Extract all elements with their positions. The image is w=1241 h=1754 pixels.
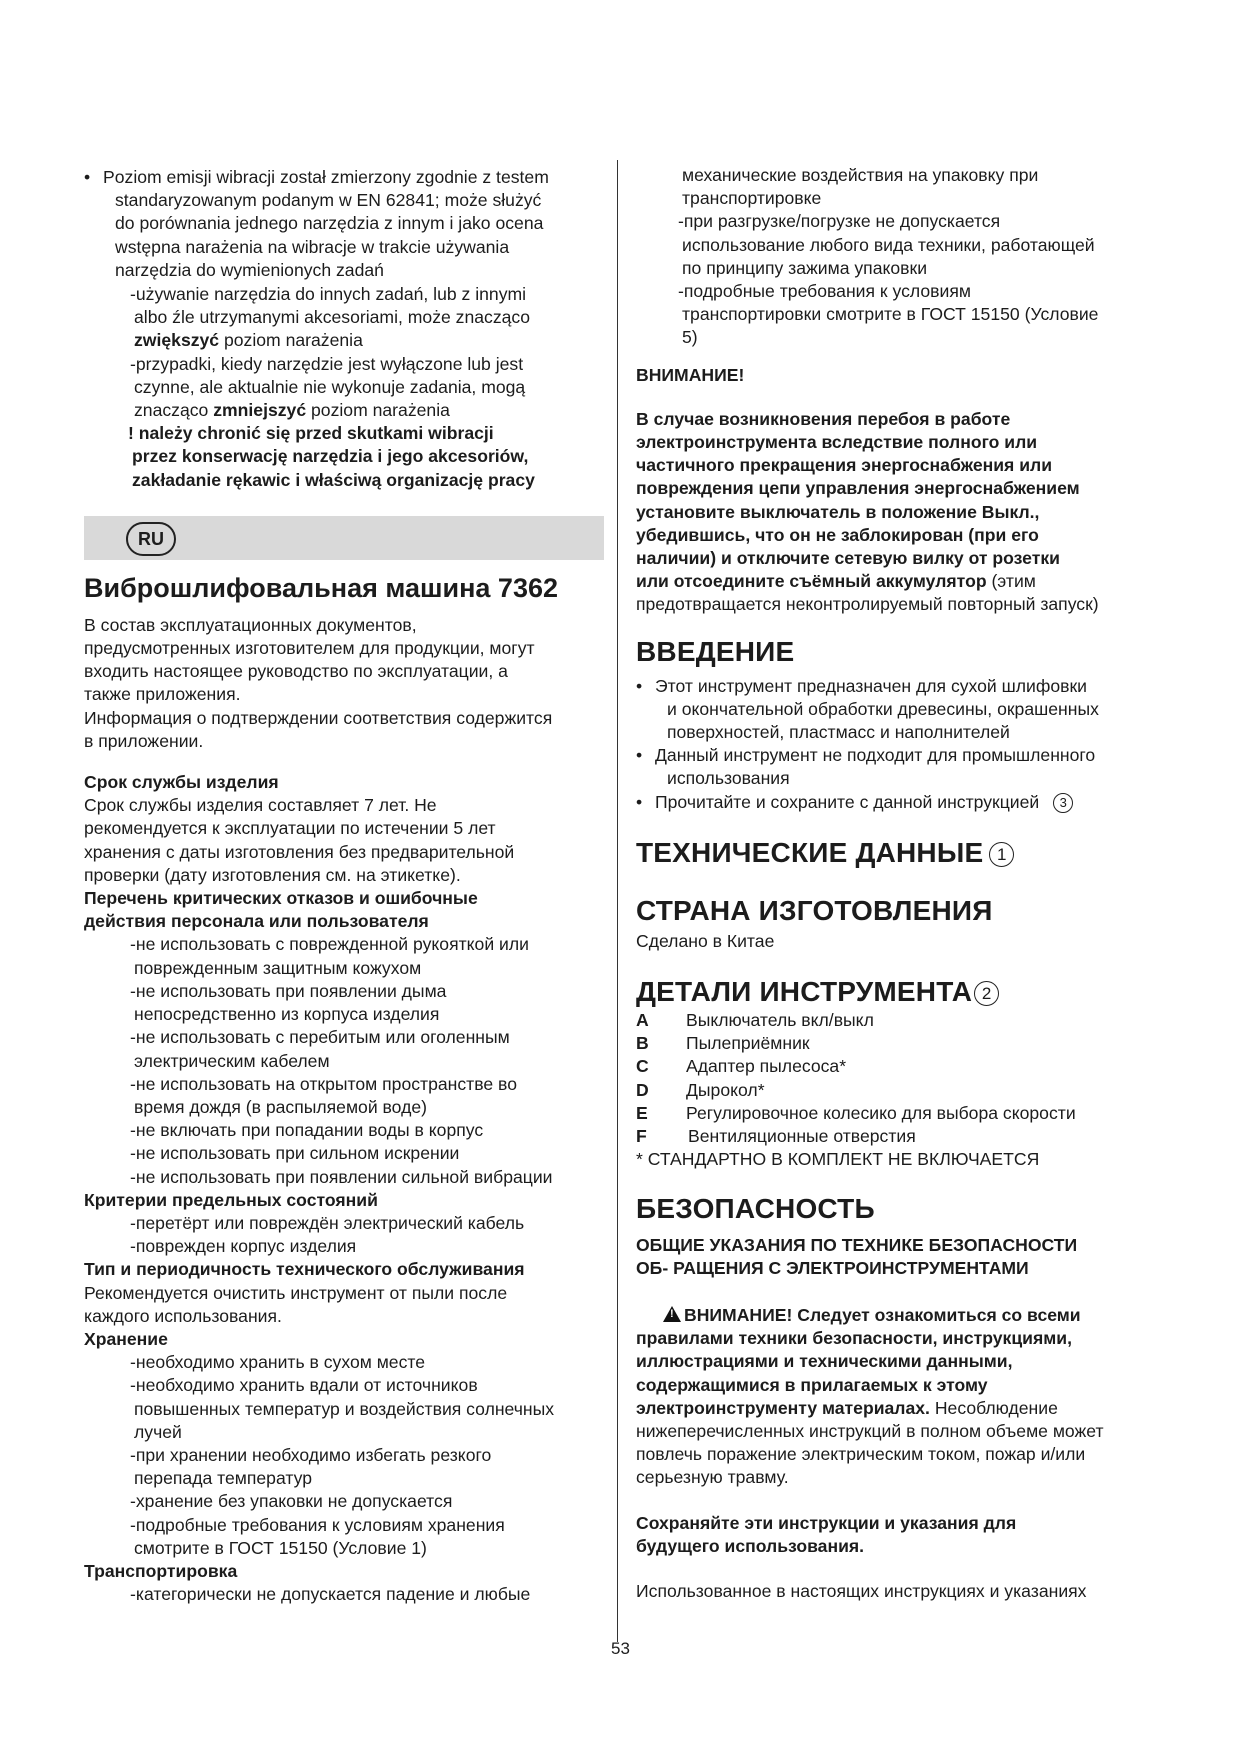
failures-heading: Перечень критических отказов и ошибочные действия персонала или пользователя [84, 888, 478, 932]
safety-subheading: ОБЩИЕ УКАЗАНИЯ ПО ТЕХНИКЕ БЕЗОПАСНОСТИ ОБ- РАЩЕНИЯ С ЭЛЕКТРОИНСТРУМЕНТАМИ [636, 1234, 1078, 1278]
pl-bullet-line: standaryzowanym podanym w EN 62841; może służyć [115, 190, 542, 211]
column-divider [617, 160, 618, 1642]
limits-list [84, 1212, 604, 1258]
pl-dash-increase: -używanie narzędzia do innych zadań, lub z innymi albo źle utrzymanymi akcesoriami, może znacząco zwiększyć poziom narażenia [130, 284, 531, 351]
list-item: -подробные требования к условиям транспортировки смотрите в ГОСТ 15150 (Условие 5) [678, 281, 1099, 348]
right-column [636, 164, 1166, 1603]
parts-list [636, 1009, 1166, 1171]
pl-vibration-bullet: • Poziom emisji wibracji został zmierzony zgodnie z testem standaryzowanym podanym w EN 62841; może służyć do porównania jednego narzędzia z innym i jako ocena wstępna narażenia na wibracje w trakcie używania narzędzia do wymienionych zadań [84, 166, 604, 282]
pl-bullet-line: narzędzia do wymienionych zadań [115, 259, 384, 280]
list-item: D Дырокол* [636, 1079, 765, 1100]
list-item: -не использовать при появлении дыма непосредственно из корпуса изделия [130, 980, 447, 1025]
intro-heading: ВВЕДЕНИЕ [636, 635, 795, 667]
list-item: -не использовать при сильном искрении [130, 1143, 460, 1164]
list-item: B Пылеприёмник [636, 1033, 810, 1054]
country-heading: СТРАНА ИЗГОТОВЛЕНИЯ [636, 894, 993, 926]
maintenance-heading: Тип и периодичность технического обслуживания [84, 1259, 525, 1280]
intro-paragraph: В состав эксплуатационных документов, предусмотренных изготовителем для продукции, могут входить настоящее руководство по эксплуатации, а также приложения. Информация о подтверждении соответствия содержится в приложении. [84, 614, 553, 751]
product-title: Виброшлифовальная машина 7362 [84, 572, 558, 603]
safety-warning: !ВНИМАНИЕ! Следует ознакомиться со всеми правилами техники безопасности, инструкциями, иллюстрациями и техническими данными, содержащимися в прилагаемых к этому электроинструменту материалах. Несоблюдение нижеперечисленных инструкций в полном объеме может повлечь поражение электрическим током, пожар и/или серьезную травму. [636, 1304, 1166, 1490]
limits-heading: Критерии предельных состояний [84, 1189, 378, 1210]
pl-bullet-line: do porównania jednego narzędzia z innym i jako ocena [115, 213, 544, 234]
last-line: Использованное в настоящих инструкциях и указаниях [636, 1580, 1087, 1601]
list-item: -не использовать с поврежденной рукояткой или поврежденным защитным кожухом [130, 934, 529, 978]
figure-ref-icon: 3 [1053, 793, 1073, 813]
warning-icon [663, 1306, 681, 1322]
list-item: -не использовать при появлении сильной вибрации [130, 1166, 553, 1187]
list-item: -перетёрт или повреждён электрический кабель [130, 1212, 525, 1233]
pl-dash-decrease: -przypadki, kiedy narzędzie jest wyłączone lub jest czynne, ale aktualnie nie wykonuje zadania, mogą znacząco zmniejszyć poziom narażenia [130, 353, 526, 421]
transport-continued [636, 164, 1166, 350]
language-band [84, 516, 604, 560]
list-item: -при хранении необходимо избегать резкого перепада температур [130, 1444, 492, 1489]
figure-ref-icon: 1 [989, 842, 1014, 867]
service-life-heading: Срок службы изделия [84, 772, 279, 793]
attention-label: ВНИМАНИЕ! [636, 364, 745, 385]
keep-instructions: Сохраняйте эти инструкции и указания для будущего использования. [636, 1512, 1017, 1556]
pl-bullet-line: wstępna narażenia na wibracje w trakcie używania [115, 236, 510, 257]
storage-heading: Хранение [84, 1328, 168, 1349]
pl-warning: ! należy chronić się przed skutkami wibracji przez konserwację narzędzia i jego akcesoriów, zakładanie rękawic i właściwą organizację pracy [128, 423, 535, 490]
intro-bullets [636, 675, 1166, 814]
storage-list [84, 1351, 604, 1560]
page-number: 53 [611, 1639, 630, 1658]
transport-heading: Транспортировка [84, 1560, 238, 1581]
list-item: C Адаптер пылесоса* [636, 1056, 847, 1077]
list-item: -не использовать с перебитым или оголенным электрическим кабелем [130, 1027, 510, 1071]
country-text: Сделано в Китае [636, 930, 775, 951]
list-item: A Выключатель вкл/выкл [636, 1010, 874, 1031]
list-item: • Прочитайте и сохраните с данной инструкцией 3 [636, 791, 1166, 814]
safety-heading: БЕЗОПАСНОСТЬ [636, 1192, 875, 1224]
list-item: -не включать при попадании воды в корпус [130, 1120, 484, 1141]
list-item: -необходимо хранить вдали от источников повышенных температур и воздействия солнечных лучей [130, 1375, 555, 1442]
failures-list [84, 933, 604, 1188]
list-item: -при разгрузке/погрузке не допускается использование любого вида техники, работающей по принципу зажима упаковки [678, 211, 1095, 278]
language-badge: RU [126, 522, 176, 556]
list-item: F Вентиляционные отверстия [636, 1126, 916, 1147]
parts-heading: ДЕТАЛИ ИНСТРУМЕНТА 2 [636, 975, 1166, 1009]
list-item: -не использовать на открытом пространстве во время дождя (в распыляемой воде) [130, 1073, 517, 1117]
list-item: -подробные требования к условиям хранения смотрите в ГОСТ 15150 (Условие 1) [130, 1514, 505, 1558]
service-life-text: Срок службы изделия составляет 7 лет. Не рекомендуется к эксплуатации по истечении 5 лет хранения с даты изготовления без предварительной проверки (дату изготовления см. на этикетке). [84, 795, 515, 885]
left-column [84, 166, 604, 1606]
figure-ref-icon: 2 [974, 981, 999, 1006]
list-item: -поврежден корпус изделия [130, 1236, 357, 1257]
parts-note: * СТАНДАРТНО В КОМПЛЕКТ НЕ ВКЛЮЧАЕТСЯ [636, 1149, 1040, 1170]
list-item: -категорически не допускается падение и любые [130, 1584, 531, 1605]
list-item: • Этот инструмент предназначен для сухой шлифовки и окончательной обработки древесины, окрашенных поверхностей, пластмасс и наполнителей [636, 675, 1166, 745]
attention-block: В случае возникновения перебоя в работе электроинструмента вследствие полного или частичного прекращения энергоснабжения или повреждения цепи управления энергоснабжением установите выключатель в положение Выкл., убедившись, что он не заблокирован (при его наличии) и отключите сетевую вилку от розетки или отсоедините съёмный аккумулятор (этим предотвращается неконтролируемый повторный запуск) [636, 408, 1099, 615]
list-item: механические воздействия на упаковку при транспортировке [682, 165, 1039, 209]
list-item: E Регулировочное колесико для выбора скорости [636, 1102, 1076, 1123]
list-item: -хранение без упаковки не допускается [130, 1491, 453, 1512]
maintenance-text: Рекомендуется очистить инструмент от пыли после каждого использования. [84, 1282, 508, 1326]
list-item: • Данный инструмент не подходит для промышленного использования [636, 744, 1166, 790]
list-item: -необходимо хранить в сухом месте [130, 1352, 426, 1373]
tech-data-heading: ТЕХНИЧЕСКИЕ ДАННЫЕ 1 [636, 836, 1166, 870]
